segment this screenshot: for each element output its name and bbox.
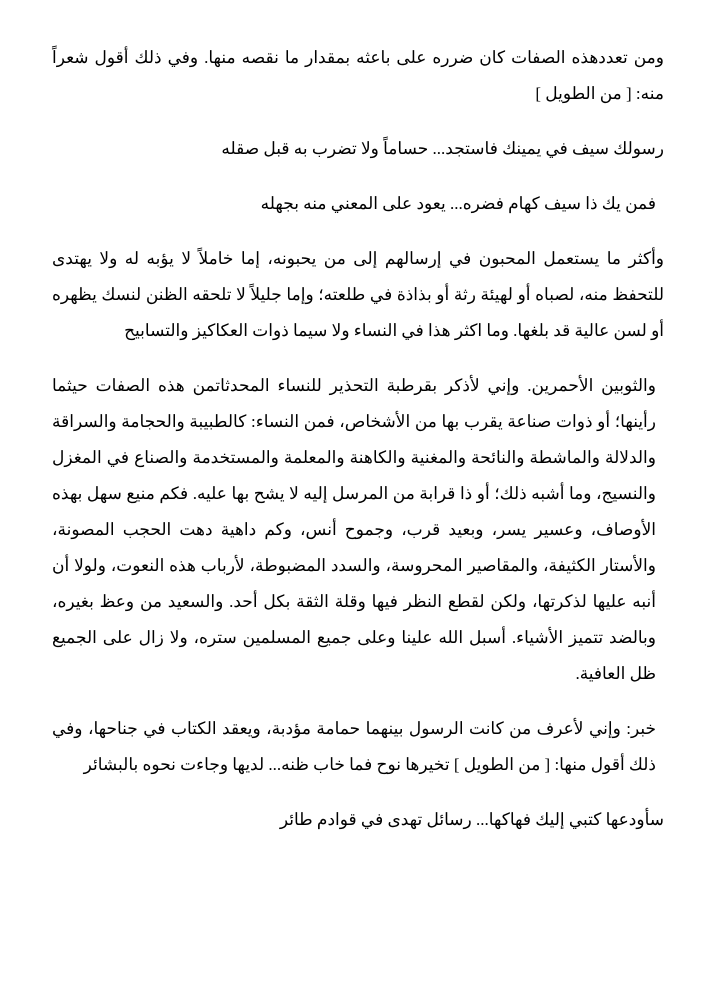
- verse-line-2: فمن يك ذا سيف كهام فضره... يعود على المعني منه بجهله: [260, 194, 656, 213]
- verse-line-3: سأودعها كتبي إليك فهاكها... رسائل تهدى في قوادم طائر: [279, 810, 664, 829]
- paragraph-messenger-types: وأكثر ما يستعمل المحبون في إرسالهم إلى من يحبونه، إما خاملاً لا يؤبه له ولا يهتدى للتحفظ منه، لصباه أو لهيئة رثة أو بذاذة في طلعته؛ وإما جليلاً لا تلحقه الظنن لنسك يظهره أو لسن عالية قد بلغها. وما اكثر هذا في النساء ولا سيما ذوات العكاكيز والتسابيح: [52, 249, 664, 340]
- paragraph-pigeon-news: خبر: وإني لأعرف من كانت الرسول بينهما حمامة مؤدبة، ويعقد الكتاب في جناحها، وفي ذلك أقول منها: [ من الطويل ] تخيرها نوح فما خاب ظنه... لديها وجاءت نحوه بالبشائر: [52, 719, 656, 774]
- paragraph-cordoba-warning: والثوبين الأحمرين. وإني لأذكر بقرطبة التحذير للنساء المحدثاتمن هذه الصفات حيثما رأينها؛ أو ذوات صناعة يقرب بها من الأشخاص، فمن النساء: كالطبيبة والحجامة والسراقة والدلالة والماشطة والنائحة والمغنية والكاهنة والمعلمة والمستخدمة والصناع في المغزل والنسيج، وما أشبه ذلك؛ أو ذا قرابة من المرسل إليه لا يشح بها عليه. فكم منيع سهل بهذه الأوصاف، وعسير يسر، وبعيد قرب، وجموح أنس، وكم داهية دهت الحجب المصونة، والأستار الكثيفة، والمقاصير المحروسة، والسدد المضبوطة، لأرباب هذه النعوت، ولولا أن أنبه عليها لذكرتها، ولكن لقطع النظر فيها وقلة الثقة بكل أحد. والسعيد من وعظ بغيره، وبالضد تتميز الأشياء. أسبل الله علينا وعلى جميع المسلمين ستره، ولا زال على الجميع ظل العافية.: [52, 376, 656, 683]
- paragraph-messenger-intro: ومن تعددهذه الصفات كان ضرره على باعثه بمقدار ما نقصه منها. وفي ذلك أقول شعراً منه: [ من الطويل ]: [52, 48, 664, 103]
- verse-line-1: رسولك سيف في يمينك فاستجد... حساماً ولا تضرب به قبل صقله: [221, 139, 664, 158]
